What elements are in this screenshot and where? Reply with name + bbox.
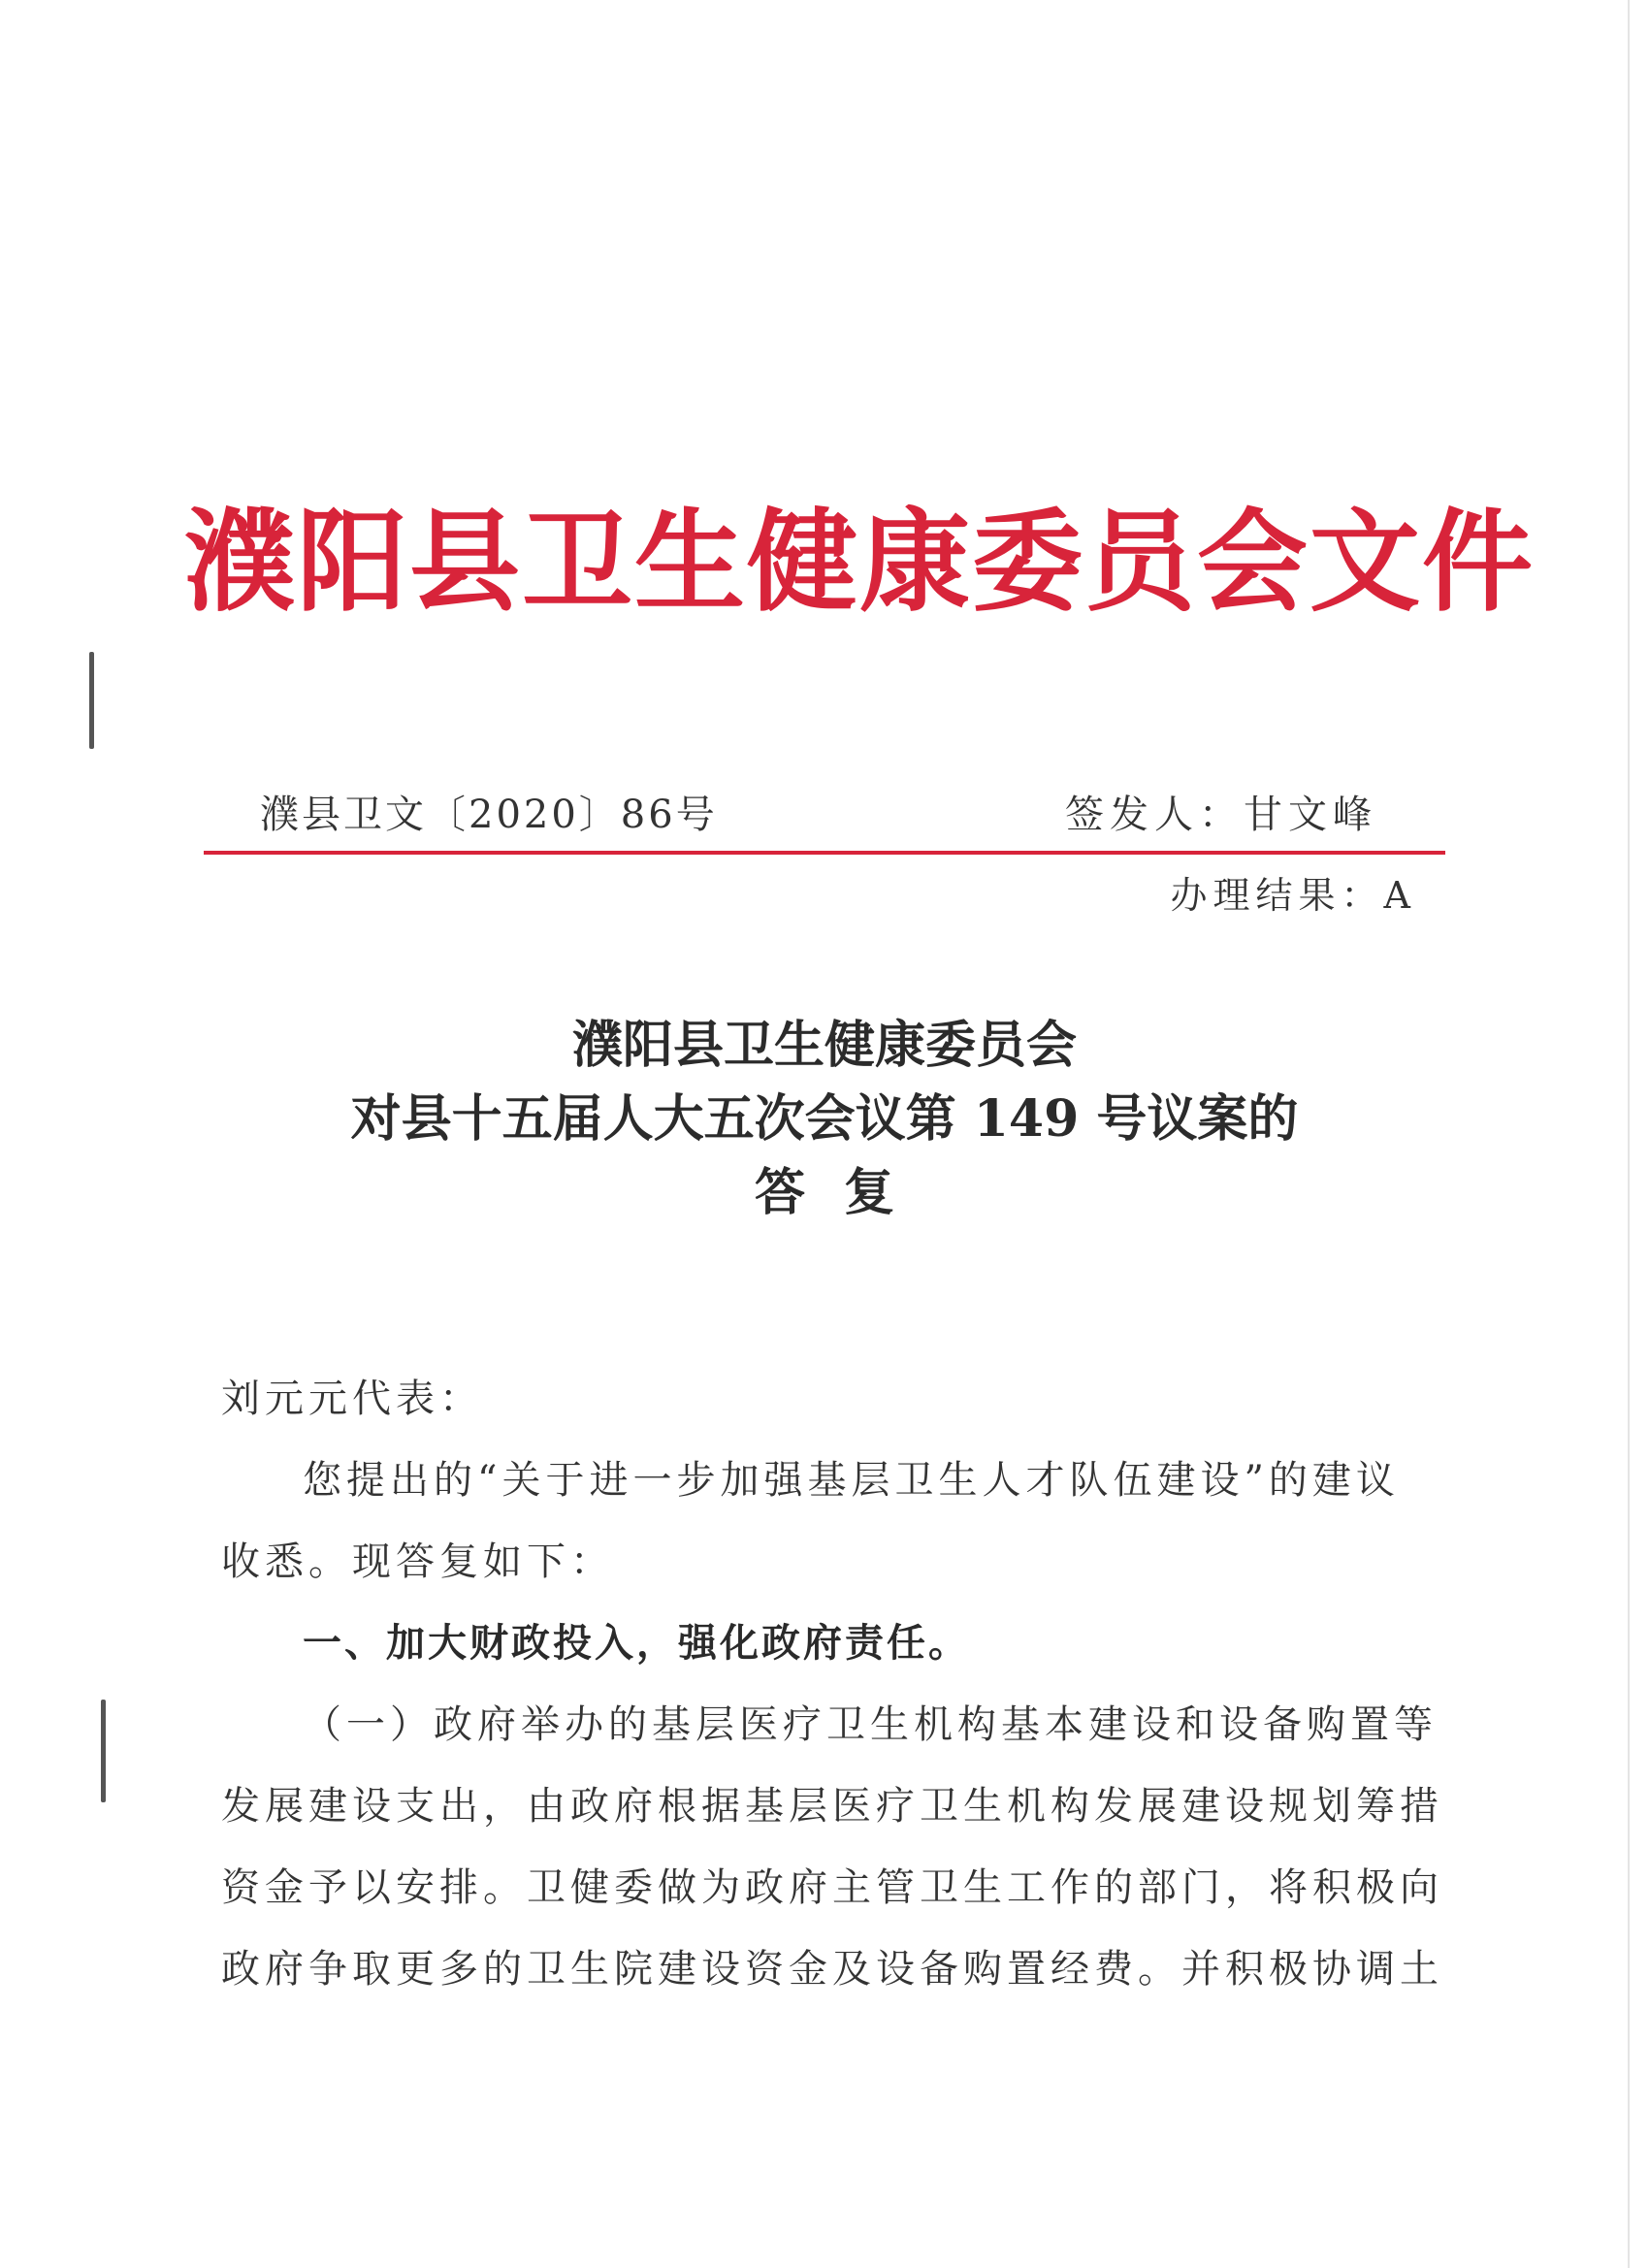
signer-label: 签发人： [1065, 793, 1244, 837]
binding-mark [89, 652, 94, 749]
red-divider-rule [204, 851, 1445, 855]
paragraph-2-line-2 [221, 1766, 1443, 1847]
paragraph-1-line-1 [221, 1440, 1414, 1521]
title-line-3: 答复 [754, 1163, 933, 1222]
section-heading-1: 一、加大财政投入，强化政府责任。 [303, 1621, 970, 1666]
document-title [194, 1009, 1455, 1230]
binding-mark [101, 1700, 106, 1802]
body-text [221, 1358, 1443, 2010]
paragraph-2-line-4 [221, 1928, 1443, 2010]
text-line: 您提出的“关于进一步加强基层卫生人才队伍建设”的建议 [303, 1458, 1400, 1503]
signer [1065, 788, 1377, 842]
text-line: 发展建设支出，由政府根据基层医疗卫生机构发展建设规划筹措 [221, 1784, 1443, 1829]
paragraph-1-line-2: 收悉。现答复如下： [221, 1539, 614, 1584]
scan-edge [1628, 0, 1630, 2268]
signer-name: 甘文峰 [1244, 793, 1377, 837]
paragraph-2-line-1 [221, 1684, 1438, 1766]
masthead-title: 濮阳县卫生健康委员会文件 [184, 498, 1536, 627]
text-line: （一）政府举办的基层医疗卫生机构基本建设和设备购置等 [303, 1702, 1438, 1747]
handling-result: 办理结果：A [1170, 874, 1416, 917]
document-number: 濮县卫文〔2020〕86号 [260, 793, 718, 837]
salutation: 刘元元代表： [221, 1377, 483, 1421]
paragraph-2-line-3 [221, 1847, 1443, 1928]
title-line-2: 对县十五届人大五次会议第 149 号议案的 [350, 1089, 1299, 1149]
text-line: 政府争取更多的卫生院建设资金及设备购置经费。并积极协调土 [221, 1947, 1443, 1992]
text-line: 资金予以安排。卫健委做为政府主管卫生工作的部门，将积极向 [221, 1865, 1443, 1910]
title-line-1: 濮阳县卫生健康委员会 [571, 1016, 1077, 1075]
